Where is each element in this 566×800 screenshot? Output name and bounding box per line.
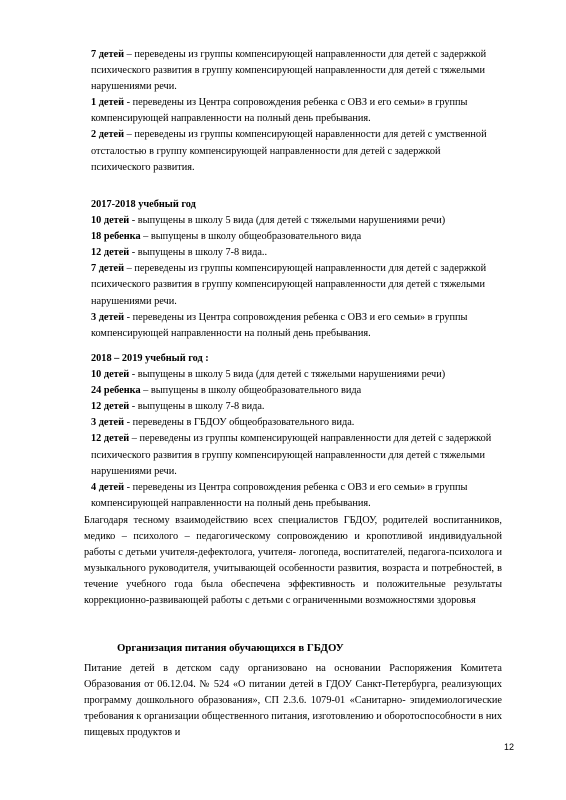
year-title: 2018 – 2019 учебный год :	[91, 353, 209, 364]
list-item	[91, 480, 501, 512]
item-count: 3 детей	[91, 311, 125, 323]
list-item	[91, 213, 501, 229]
item-text: - переведены из Центра сопровождения ребенка с ОВЗ и его семьи» в группы компенсирующей направленности на полный день пребывания.	[91, 481, 468, 509]
list-item	[91, 245, 501, 261]
item-text: - переведены из Центра сопровождения ребенка с ОВЗ и его семьи» в группы компенсирующей направленности на полный день пребывания.	[91, 97, 468, 125]
item-text: – переведены из группы компенсирующей направленности для детей с задержкой психического развития в группу компенсирующей направленности для детей с тяжелыми нарушениями речи.	[91, 263, 487, 307]
item-count: 18 ребенка	[91, 231, 141, 243]
year-2018-block	[91, 351, 501, 512]
page-number: 12	[503, 742, 514, 752]
list-item	[91, 47, 501, 95]
item-count: 7 детей	[91, 49, 125, 60]
list-item	[91, 383, 501, 399]
item-count: 10 детей	[91, 215, 130, 227]
item-count: 4 детей	[91, 481, 125, 493]
item-text: - переведены из Центра сопровождения ребенка с ОВЗ и его семьи» в группы компенсирующей направленности на полный день пребывания.	[91, 311, 468, 339]
year-title: 2017-2018 учебный год	[91, 199, 196, 210]
item-count: 7 детей	[91, 263, 125, 275]
list-item	[91, 95, 501, 127]
item-text: - выпущены в школу 7-8 вида..	[129, 247, 268, 259]
item-text: - выпущены в школу 5 вида (для детей с тяжелыми нарушениями речи)	[129, 215, 446, 227]
item-count: 12 детей	[91, 433, 130, 445]
item-count: 12 детей	[91, 401, 130, 413]
item-count: 10 детей	[91, 369, 130, 381]
list-item	[91, 229, 501, 245]
list-item	[91, 261, 501, 309]
item-text: - выпущены в школу 7-8 вида.	[129, 401, 265, 413]
item-text: – выпущены в школу общеобразовательного вида	[140, 385, 362, 397]
list-item	[91, 415, 501, 431]
section-paragraph: Питание детей в детском саду организовано на основании Распоряжения Комитета Образования от 06.12.04. № 524 «О питании детей в ГДОУ Санкт-Петербурга, реализующих программу дошкольного образования», СП 2.3.6. 1079-01 «Санитарно- эпидемиологические требования к организации общественного питания, изготовлению и оборотоспособности в них пищевых продуктов и	[84, 663, 502, 739]
item-count: 2 детей	[91, 129, 125, 141]
item-text: – переведены из группы компенсирующей направленности для детей с задержкой психического развития в группу компенсирующей направленности для детей с тяжелыми нарушениями речи.	[91, 433, 492, 477]
item-text: – переведены из группы компенсирующей наравленности для детей с умственной отсталостью в группу компенсирующей направленности для детей с задержкой психического развития.	[91, 129, 487, 173]
list-item	[91, 399, 501, 415]
list-item	[91, 431, 501, 479]
item-text: - выпущены в школу 5 вида (для детей с тяжелыми нарушениями речи)	[129, 369, 446, 381]
list-item	[91, 310, 501, 342]
list-item	[91, 367, 501, 383]
item-text: – переведены из группы компенсирующей направленности для детей с задержкой психического развития в группу компенсирующей направленности для детей с тяжелыми нарушениями речи.	[91, 49, 487, 93]
item-count: 3 детей	[91, 417, 125, 429]
year-2017-block	[91, 197, 501, 342]
section-heading: Организация питания обучающихся в ГБДОУ	[117, 642, 344, 654]
list-item	[91, 127, 501, 175]
transfers-block	[91, 47, 501, 176]
summary-paragraph: Благодаря тесному взаимодействию всех специалистов ГБДОУ, родителей воспитанников, медико – психолого – педагогическому сопровождению и кропотливой индивидуальной работы с детьми учителя-дефектолога, учителя- логопеда, воспитателей, педагога-психолога и музыкального руководителя, учитывающей особенности развития, возраста и потребностей, в течение учебного года была обеспечена эффективность и положительные результаты коррекционно-развивающей работы с детьми с ограниченными возможностями здоровья	[84, 515, 502, 607]
item-count: 1 детей	[91, 97, 125, 109]
item-text: – выпущены в школу общеобразовательного вида	[140, 231, 362, 243]
item-text: - переведены в ГБДОУ общеобразовательного вида.	[124, 417, 355, 429]
item-count: 24 ребенка	[91, 385, 141, 397]
item-count: 12 детей	[91, 247, 130, 259]
